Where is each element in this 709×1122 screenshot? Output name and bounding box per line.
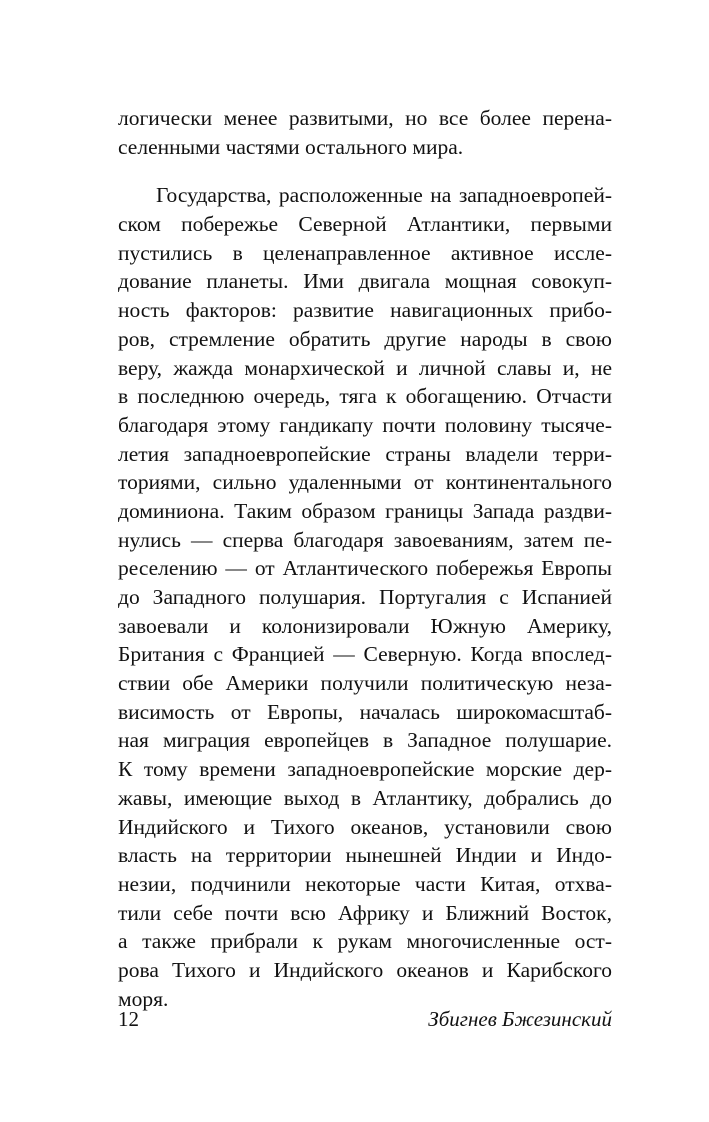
body-text <box>118 104 612 1013</box>
text-line: тили себе почти всю Африку и Ближний Восток, <box>118 900 612 925</box>
text-line: ствии обе Америки получили политическую неза- <box>118 671 612 696</box>
text-line: ная миграция европейцев в Западное полушарие. <box>118 728 612 753</box>
text-line: благодаря этому гандикапу почти половину тысяче- <box>118 412 612 437</box>
page-number: 12 <box>118 1007 139 1031</box>
paragraph-1 <box>118 104 612 161</box>
text-line: а также прибрали к рукам многочисленные ост- <box>118 929 612 954</box>
text-line: летия западноевропейские страны владели терри- <box>118 441 612 466</box>
text-line: селенными частями остального мира. <box>118 134 464 159</box>
text-line: висимость от Европы, началась широкомасштаб- <box>118 699 612 724</box>
text-line: рова Тихого и Индийского океанов и Карибского <box>118 957 612 982</box>
text-line: моря. <box>118 986 169 1011</box>
text-line: жавы, имеющие выход в Атлантику, добрались до <box>118 785 612 810</box>
text-line: ров, стремление обратить другие народы в свою <box>118 326 612 351</box>
text-line: пустились в целенаправленное активное иссле- <box>118 240 612 265</box>
page-footer <box>118 1004 612 1034</box>
running-author: Збигнев Бжезинский <box>428 1007 612 1031</box>
text-line: нулись — сперва благодаря завоеваниям, затем пе- <box>118 527 612 552</box>
text-line: Индийского и Тихого океанов, установили свою <box>118 814 612 839</box>
text-line: власть на территории нынешней Индии и Индо- <box>118 843 612 868</box>
text-line: в последнюю очередь, тяга к обогащению. Отчасти <box>118 384 612 409</box>
text-line: веру, жажда монархической и личной славы и, не <box>118 355 612 380</box>
paragraph-gap <box>118 161 612 181</box>
text-line: ность факторов: развитие навигационных прибо- <box>118 298 612 323</box>
text-line: завоевали и колонизировали Южную Америку, <box>118 613 612 638</box>
text-line: логически менее развитыми, но все более перена- <box>118 106 612 130</box>
text-line: ском побережье Северной Атлантики, первыми <box>118 212 612 237</box>
paragraph-2 <box>118 181 612 1013</box>
text-line: ториями, сильно удаленными от континентального <box>118 470 612 495</box>
text-line: доминиона. Таким образом границы Запада раздви- <box>118 498 612 523</box>
text-line: Британия с Францией — Северную. Когда впослед- <box>118 642 612 667</box>
text-line: реселению — от Атлантического побережья Европы <box>118 556 612 581</box>
text-line: до Западного полушария. Португалия с Испанией <box>118 585 612 609</box>
text-line: дование планеты. Ими двигала мощная совокуп- <box>118 269 612 294</box>
text-line: К тому времени западноевропейские морские дер- <box>118 757 612 782</box>
text-line: незии, подчинили некоторые части Китая, отхва- <box>118 871 612 896</box>
text-line: Государства, расположенные на западноевропей- <box>156 183 612 208</box>
